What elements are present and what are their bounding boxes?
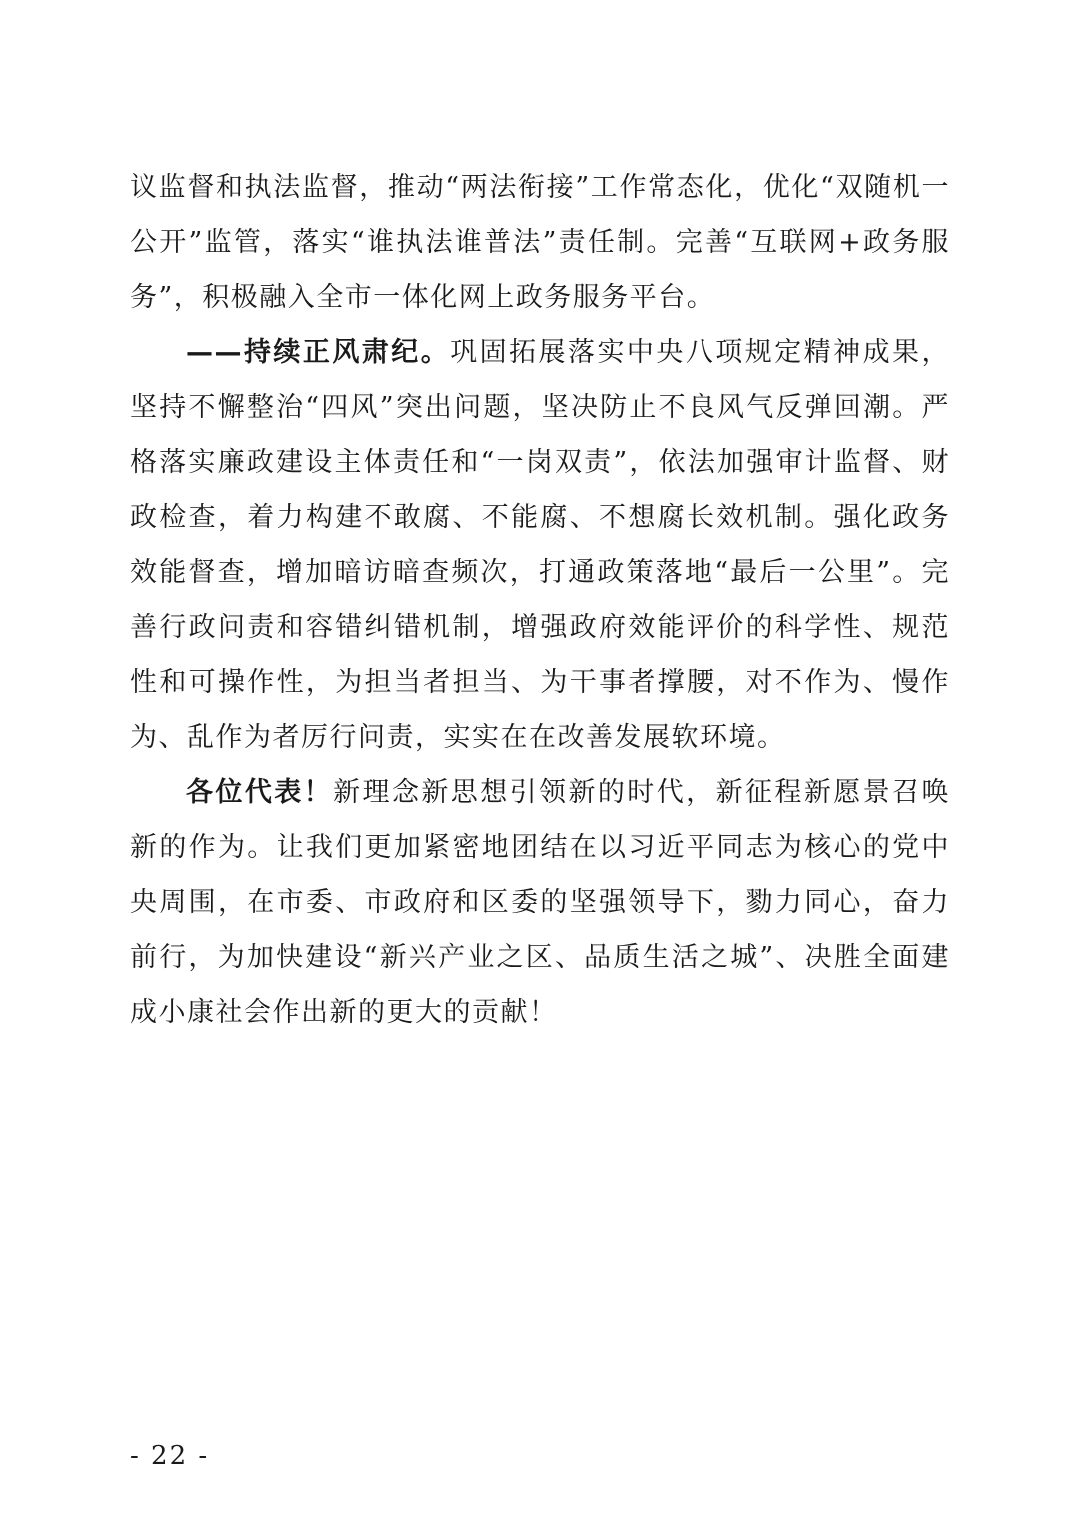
paragraph-text: 巩固拓展落实中央八项规定精神成果，坚持不懈整治“四风”突出问题，坚决防止不良风气反弹回潮。严格落实廉政建设主体责任和“一岗双责”，依法加强审计监督、财政检查，着力构建不敢腐、不能腐、不想腐长效机制。强化政务效能督查，增加暗访暗查频次，打通政策落地“最后一公里”。完善行政问责和容错纠错机制，增强政府效能评价的科学性、规范性和可操作性，为担当者担当、为干事者撑腰，对不作为、慢作为、乱作为者厉行问责，实实在在改善发展软环境。 — [130, 337, 951, 753]
paragraph-text: 新理念新思想引领新的时代，新征程新愿景召唤新的作为。让我们更加紧密地团结在以习近平同志为核心的党中央周围，在市委、市政府和区委的坚强领导下，勠力同心，奋力前行，为加快建设“新兴产业之区、品质生活之城”、决胜全面建成小康社会作出新的更大的贡献！ — [130, 777, 951, 1028]
paragraph-heading: ——持续正风肃纪。 — [186, 337, 451, 368]
paragraph-text: 议监督和执法监督，推动“两法衔接”工作常态化，优化“双随机一公开”监管，落实“谁执法谁普法”责任制。完善“互联网+政务服务”，积极融入全市一体化网上政务服务平台。 — [130, 172, 950, 313]
paragraph-heading: 各位代表！ — [186, 777, 334, 808]
paragraph-continuation — [130, 160, 950, 325]
page-number: - 22 - — [130, 1441, 210, 1471]
paragraph-discipline — [130, 325, 950, 765]
paragraph-closing — [130, 765, 950, 1040]
document-body — [130, 160, 950, 1040]
